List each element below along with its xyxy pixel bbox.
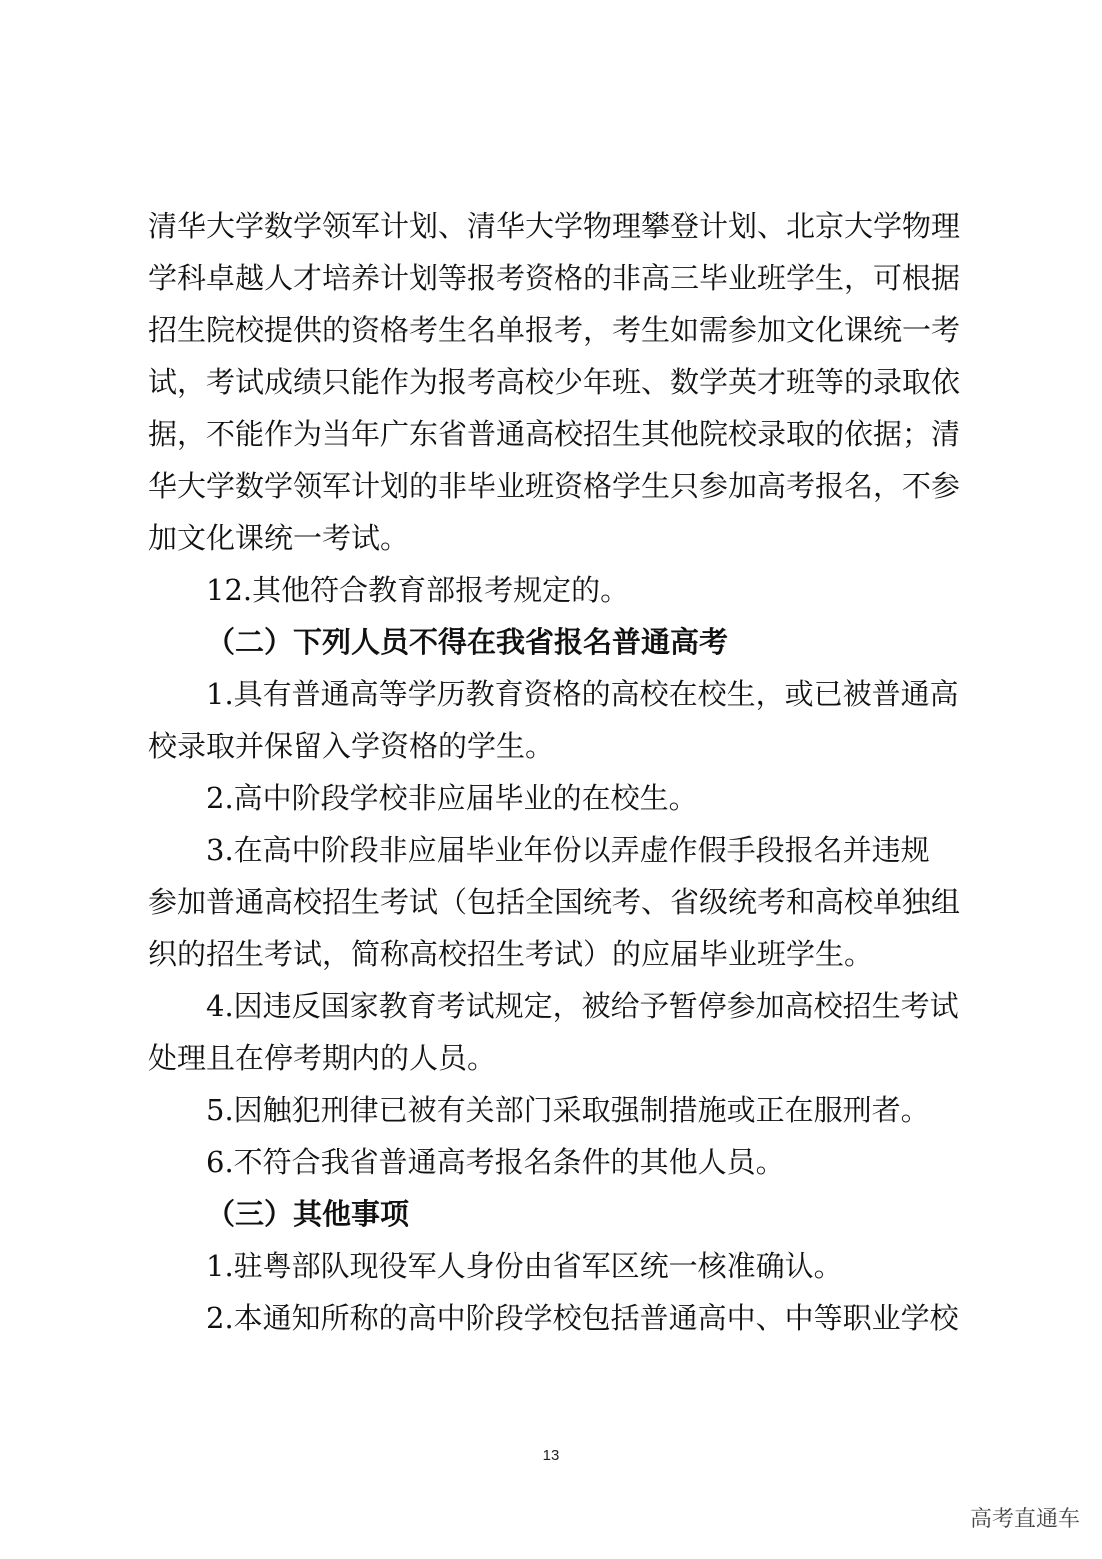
paragraph-line: 校录取并保留入学资格的学生。 [148,729,555,763]
paragraph-line: 处理且在停考期内的人员。 [148,1041,497,1075]
page-number: 13 [542,1447,560,1464]
paragraph-line: 织的招生考试，简称高校招生考试）的应届毕业班学生。 [148,937,874,971]
section-heading-2: （二）下列人员不得在我省报名普通高考 [206,625,729,659]
list-item-5: 5.因触犯刑律已被有关部门采取强制措施或正在服刑者。 [206,1093,930,1127]
paragraph-line: 试，考试成绩只能作为报考高校少年班、数学英才班等的录取依 [148,365,961,399]
list-item-1: 1.驻粤部队现役军人身份由省军区统一核准确认。 [206,1249,843,1283]
paragraph-line: 招生院校提供的资格考生名单报考，考生如需参加文化课统一考 [148,313,961,347]
paragraph-line: 清华大学数学领军计划、清华大学物理攀登计划、北京大学物理 [148,209,961,243]
paragraph-line: 华大学数学领军计划的非毕业班资格学生只参加高考报名，不参 [148,469,961,503]
paragraph-line: 学科卓越人才培养计划等报考资格的非高三毕业班学生，可根据 [148,261,961,295]
section-heading-3: （三）其他事项 [206,1197,410,1231]
list-item-2: 2.高中阶段学校非应届毕业的在校生。 [206,781,698,815]
list-item-6: 6.不符合我省普通高考报名条件的其他人员。 [206,1145,785,1179]
list-item-4: 4.因违反国家教育考试规定，被给予暂停参加高校招生考试 [206,989,959,1023]
paragraph-line: 参加普通高校招生考试（包括全国统考、省级统考和高校单独组 [148,885,961,919]
watermark: 高考直通车 [969,1507,1080,1532]
list-item-3: 3.在高中阶段非应届毕业年份以弄虚作假手段报名并违规 [206,833,930,867]
paragraph-line: 据，不能作为当年广东省普通高校招生其他院校录取的依据；清 [148,417,961,451]
list-item-1: 1.具有普通高等学历教育资格的高校在校生，或已被普通高 [206,677,959,711]
list-item-2: 2.本通知所称的高中阶段学校包括普通高中、中等职业学校 [206,1301,959,1335]
paragraph-line: 加文化课统一考试。 [148,521,410,555]
list-item-12: 12.其他符合教育部报考规定的。 [206,573,630,607]
